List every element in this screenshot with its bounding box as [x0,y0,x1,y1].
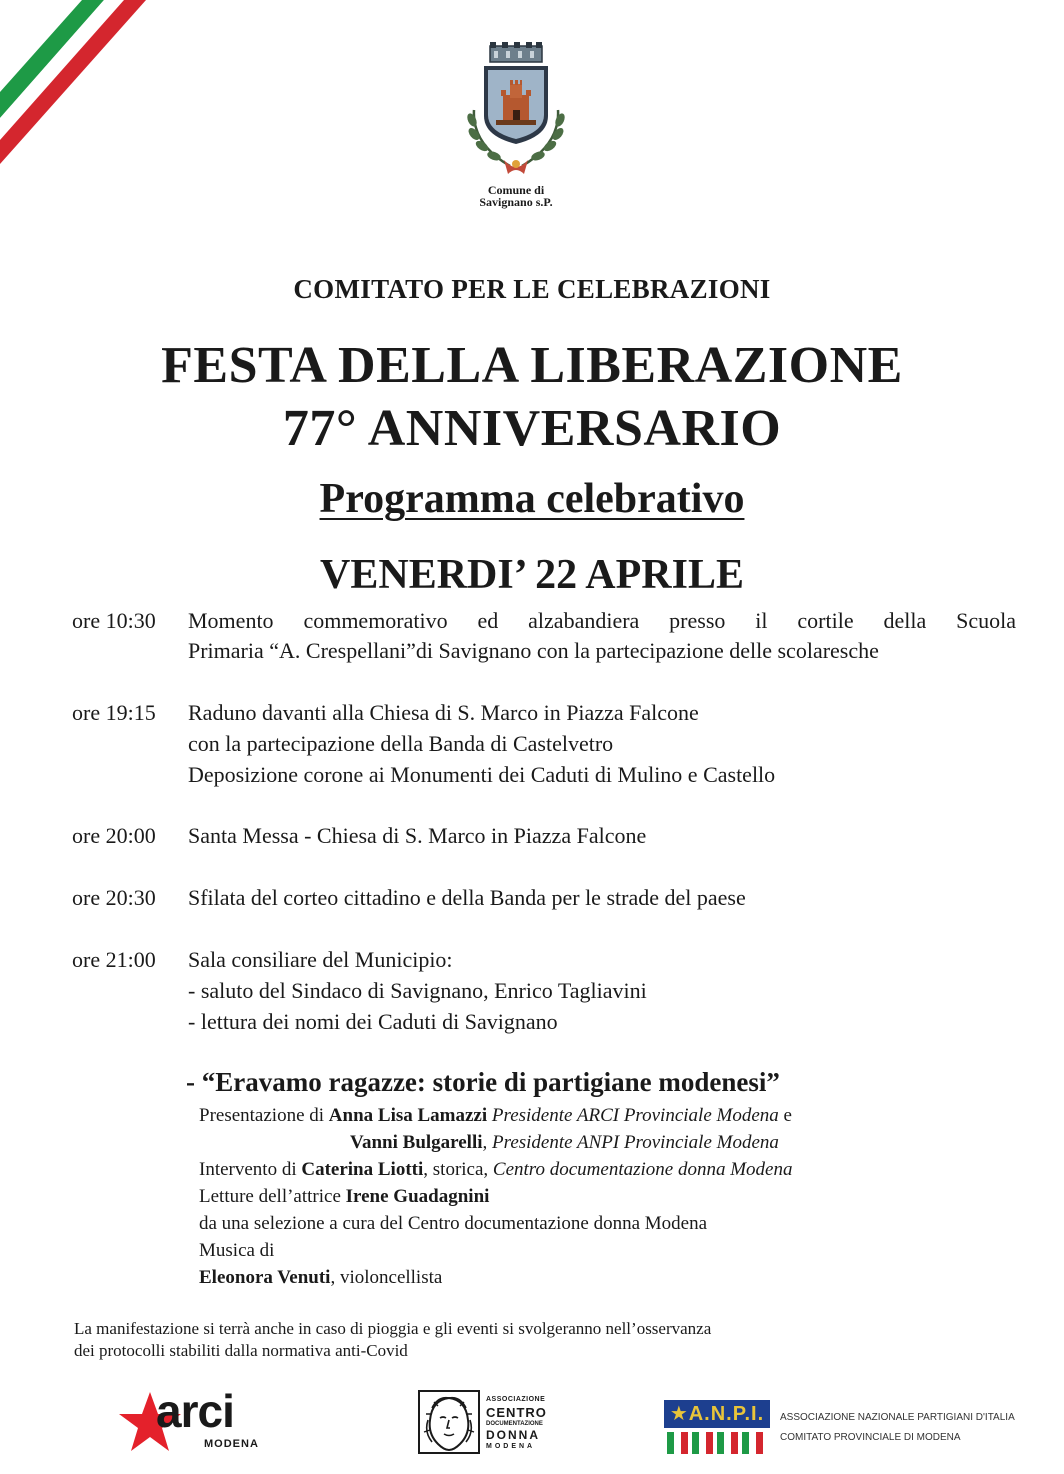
crest-caption-line2: Savignano s.P. [479,195,553,209]
program-line: Raduno davanti alla Chiesa di S. Marco in Piazza Falcone [188,700,699,725]
anpi-desc2: COMITATO PROVINCIALE DI MODENA [780,1432,961,1443]
talk-readings: Letture dell’attrice Irene Guadagnini [199,1186,490,1207]
cdd-line2: CENTRO [486,1405,547,1420]
talk-intervention: Intervento di Caterina Liotti, storica, Centro documentazione donna Modena [199,1159,793,1180]
speaker-name: Caterina Liotti [301,1159,424,1180]
tricolor-ribbon [0,0,150,170]
talk-selection: da una selezione a cura del Centro documentazione donna Modena [199,1213,708,1234]
program-line: con la partecipazione della Banda di Castelvetro [188,731,614,756]
presenter-role: Presidente ANPI Provinciale Modena [492,1132,779,1153]
talk-music-label: Musica di [199,1240,275,1261]
program-time: ore 19:15 [72,700,156,725]
anpi-name: ★A.N.P.I. [664,1400,770,1428]
program-time: ore 20:00 [72,823,156,848]
anpi-desc1: ASSOCIAZIONE NAZIONALE PARTIGIANI D'ITALIA [780,1412,1015,1423]
speaker-org: Centro documentazione donna Modena [492,1159,793,1180]
program-line: Deposizione corone ai Monumenti dei Caduti di Mulino e Castello [188,762,776,787]
presenter-name: Vanni Bulgarelli [350,1132,483,1153]
crest-caption-line1: Comune di [487,183,545,197]
talk-presentation: Presentazione di Anna Lisa Lamazzi Presidente ARCI Provinciale Modena e [199,1105,792,1126]
woman-face-icon [418,1390,480,1454]
covid-note: dei protocolli stabiliti dalla normativa anti-Covid [74,1341,408,1360]
program-line: Santa Messa - Chiesa di S. Marco in Piazza Falcone [188,823,647,848]
program-line: Primaria “A. Crespellani”di Savignano con la partecipazione delle scolaresche [188,638,879,663]
municipal-crest-icon [458,40,574,180]
talk-title: - “Eravamo ragazze: storie di partigiane modenesi” [186,1067,780,1097]
actress-name: Irene Guadagnini [345,1186,490,1207]
anpi-logo [664,1400,1015,1460]
program-time: ore 10:30 [72,608,156,633]
arci-name: arci [156,1385,234,1437]
cdd-line3: DOCUMENTAZIONE [486,1421,543,1427]
cdd-line5: MODENA [486,1443,536,1450]
event-date: VENERDI’ 22 APRILE [320,552,744,598]
weather-note: La manifestazione si terrà anche in caso di pioggia e gli eventi si svolgeranno nell’osservanza [74,1319,712,1338]
presenter-name: Anna Lisa Lamazzi [328,1105,488,1126]
event-title: FESTA DELLA LIBERAZIONE [161,337,903,394]
cdd-logo [418,1390,558,1456]
musician-name: Eleonora Venuti [199,1267,331,1288]
program-time: ore 21:00 [72,947,156,972]
arci-logo [118,1386,258,1458]
anniversary-title: 77° ANNIVERSARIO [282,400,782,457]
talk-musician: Eleonora Venuti, violoncellista [199,1267,443,1288]
program-line: - saluto del Sindaco di Savignano, Enrico Tagliavini [188,978,647,1003]
program-line: Sfilata del corteo cittadino e della Banda per le strade del paese [188,885,746,910]
program-time: ore 20:30 [72,885,156,910]
talk-presenter2: Vanni Bulgarelli, Presidente ANPI Provinciale Modena [350,1132,779,1153]
presenter-role: Presidente ARCI Provinciale Modena [491,1105,779,1126]
anpi-flags-icon [664,1430,770,1456]
arci-city: MODENA [204,1438,259,1450]
cdd-line1: ASSOCIAZIONE [486,1396,546,1403]
program-subtitle: Programma celebrativo [319,476,745,522]
program-line: - lettura dei nomi dei Caduti di Savignano [188,1009,558,1034]
program-line: Momento commemorativo ed alzabandiera presso il cortile della Scuola [188,608,1016,633]
committee-heading: COMITATO PER LE CELEBRAZIONI [293,274,771,304]
program-line: Sala consiliare del Municipio: [188,947,453,972]
cdd-line4: DONNA [486,1428,540,1442]
